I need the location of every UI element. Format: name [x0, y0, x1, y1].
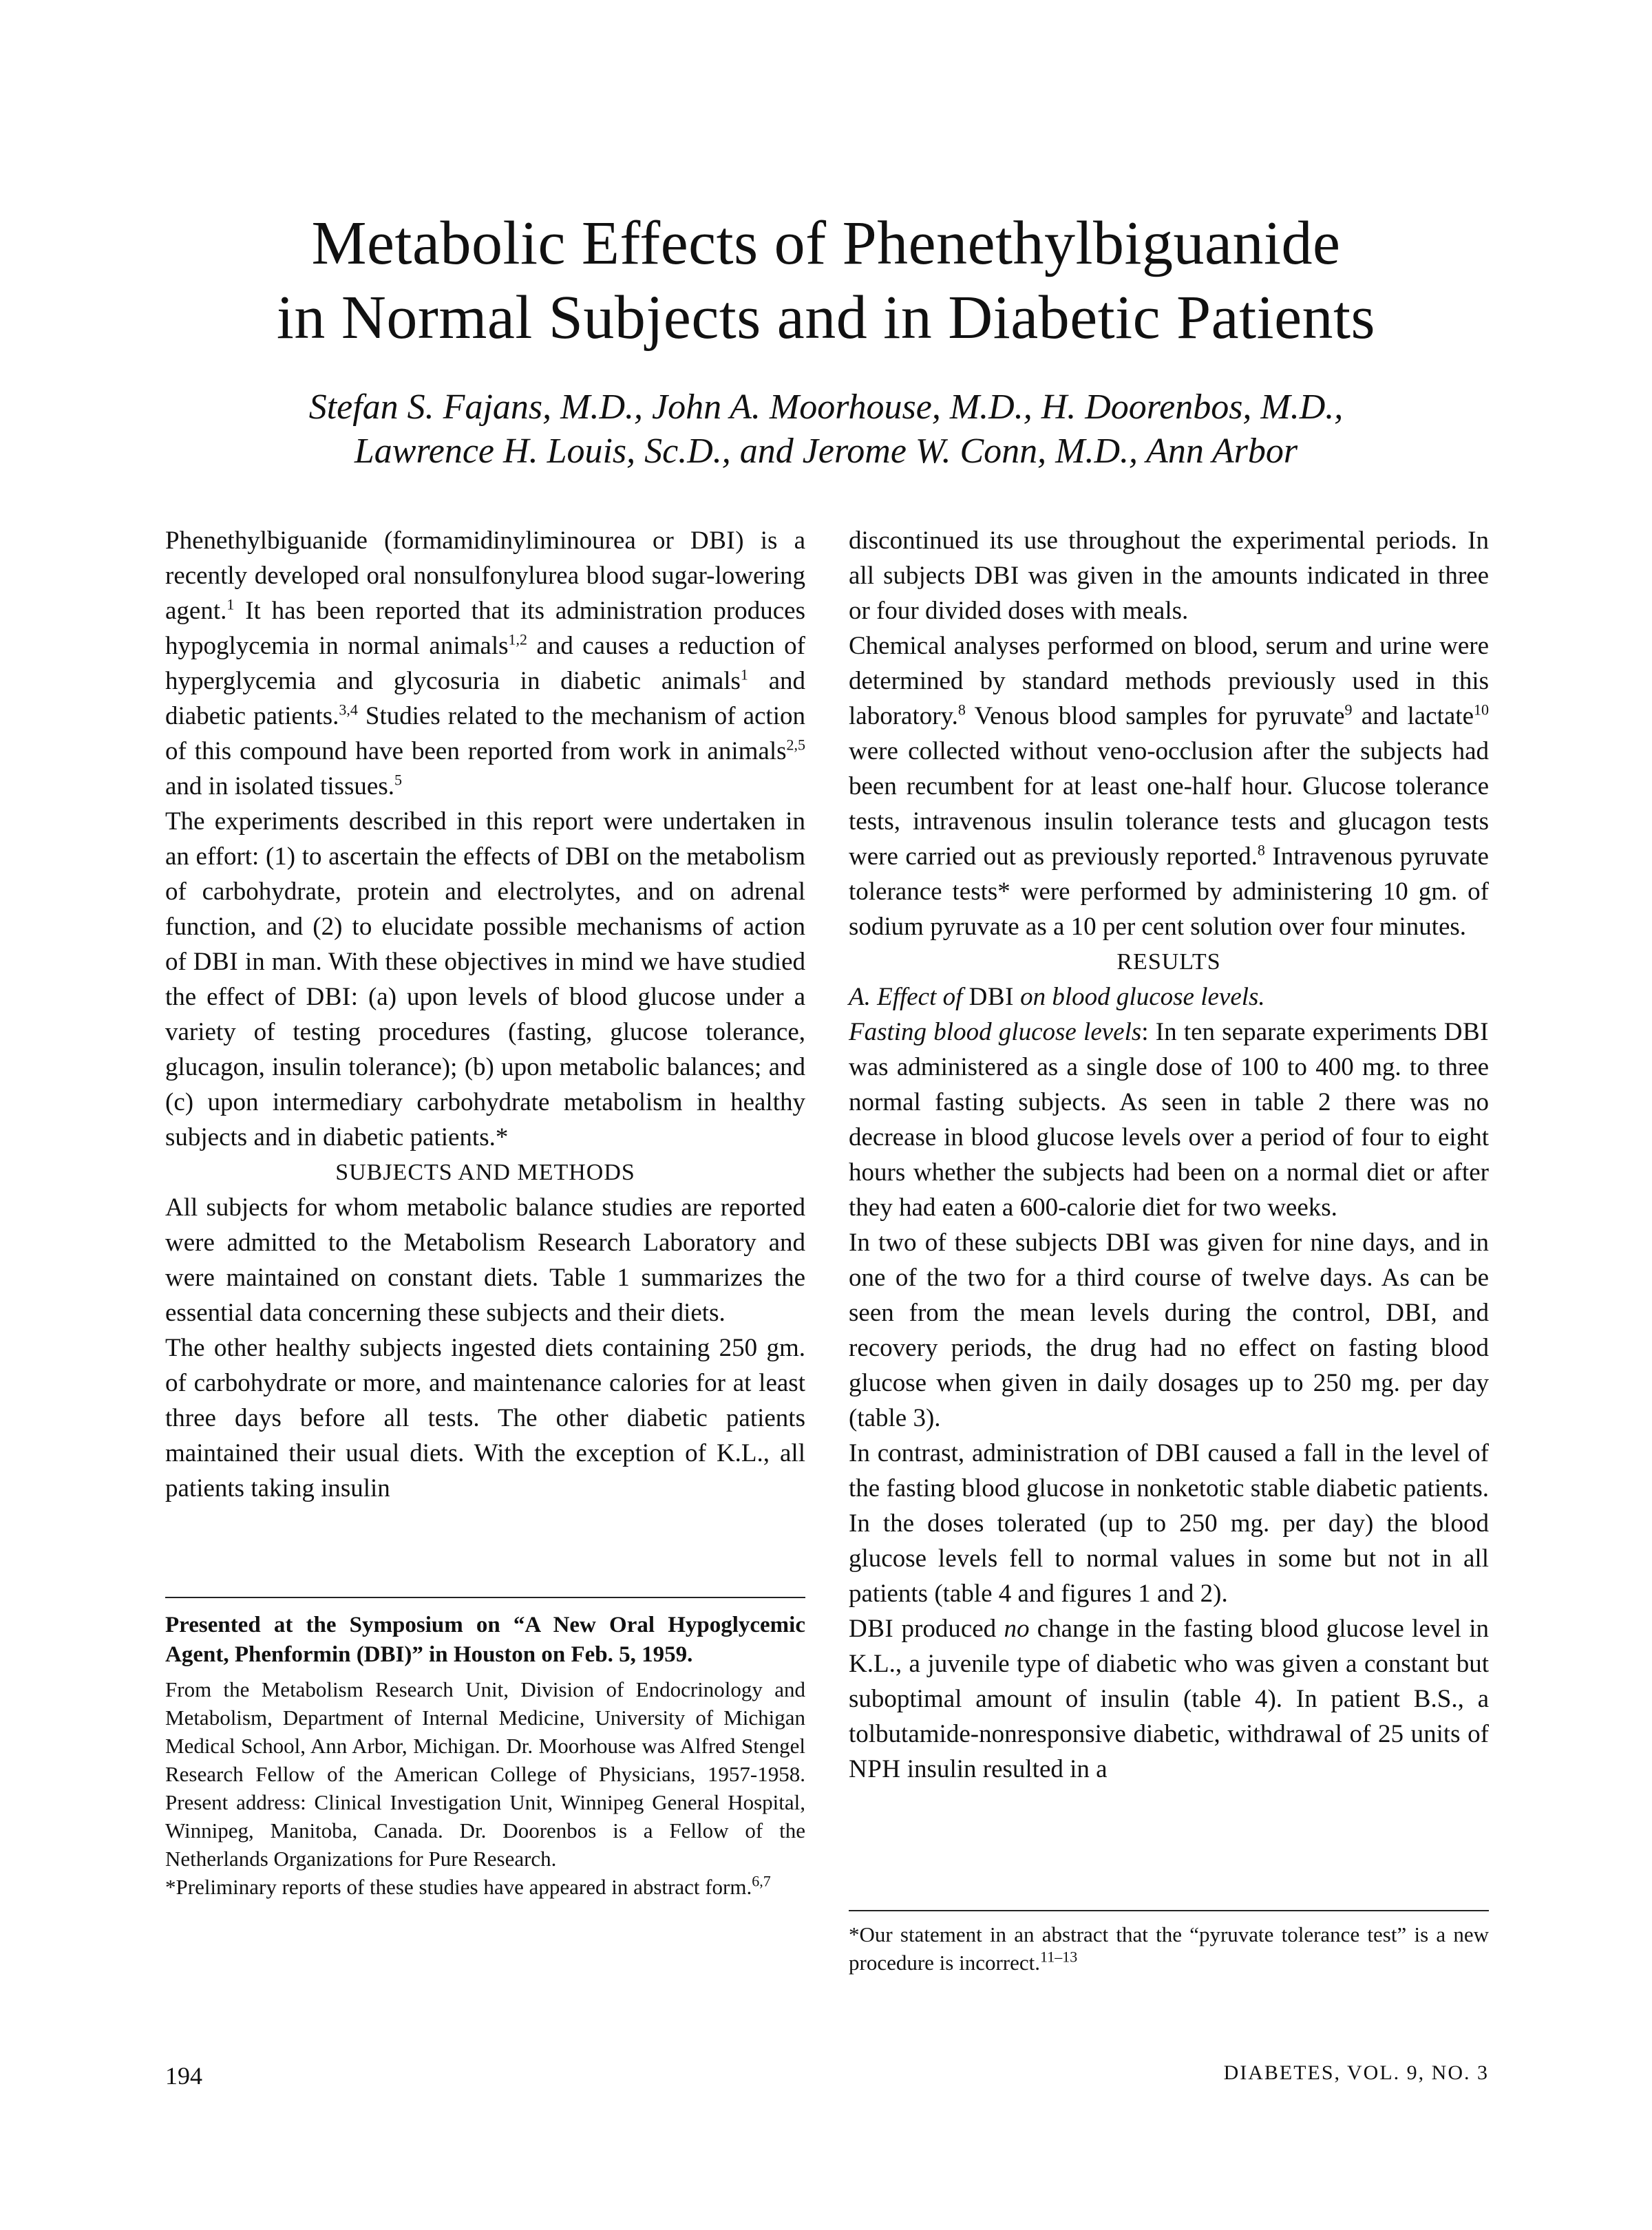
section-heading-methods: SUBJECTS AND METHODS	[335, 1160, 635, 1185]
paragraph-insulin-discontinued: discontinued its use throughout the experimental periods. In all subjects DBI was given in the amounts indicated in three or four divided doses with meals.	[849, 527, 1489, 625]
paragraph-nine-days: In two of these subjects DBI was given for nine days, and in one of the two for a third course of twelve days. As can be seen from the mean levels during the control, DBI, and recovery periods, the drug had no effect on fasting blood glucose when given in daily dosages up to 250 mg. per day (table 3).	[849, 1229, 1489, 1432]
paragraph-chemical-analyses: Chemical analyses performed on blood, serum and urine were determined by standard methods previously used in this laboratory.$^8$ Venous blood samples for pyruvate$^9$ and lactate$^{10}$ were collected without veno-occlusion after the subjects had been recumbent for at least one-half hour. Glucose tolerance tests, intravenous insulin tolerance tests and glucagon tests were carried out as previously reported.$^8$ Intravenous pyruvate tolerance tests* were performed by administering 10 gm. of sodium pyruvate as a 10 per cent solution over four minutes.	[849, 632, 1490, 941]
reference-mark: 5	[394, 771, 402, 789]
reference-mark: 1,2	[508, 630, 527, 648]
author-byline	[138, 385, 1514, 474]
paragraph-diets: The other healthy subjects ingested diets containing 250 gm. of carbohydrate or more, and maintenance calories for at least three days before all tests. The other diabetic patients maintained their usual diets. With the exception of K.L., all patients taking insulin	[165, 1334, 805, 1502]
paragraph-diabetic-contrast: In contrast, administration of DBI caused a fall in the level of the fasting blood glucose in nonketotic stable diabetic patients. In the doses tolerated (up to 250 mg. per day) the blood glucose levels fell to normal values in some but not in all patients (table 4 and figures 1 and 2).	[849, 1439, 1489, 1608]
abbr-dbi: DBI	[690, 527, 736, 555]
left-column	[165, 523, 805, 1506]
abbr-dbi: DBI	[974, 562, 1019, 590]
paragraph-fasting-levels: Fasting blood glucose levels: In ten separate experiments DBI was administered as a single dose of 100 to 400 mg. to three normal fasting subjects. As seen in table 2 there was no decrease in blood glucose levels over a period of four to eight hours whether the subjects had been on a normal diet or after they had eaten a 600-calorie diet for two weeks.	[849, 1018, 1489, 1222]
abbr-dbi: DBI	[306, 983, 351, 1011]
reference-mark: 9	[1344, 701, 1353, 719]
section-heading-results: RESULTS	[1116, 949, 1221, 975]
authors-line-1: Stefan S. Fajans, M.D., John A. Moorhouse, M.D., H. Doorenbos, M.D.,	[308, 387, 1344, 427]
reference-mark: 2,5	[786, 736, 805, 754]
footnotes-left	[165, 1611, 805, 1901]
abbr-dbi: DBI	[968, 983, 1014, 1011]
page-number: 194	[165, 2062, 202, 2090]
paragraph-no-change: DBI produced no change in the fasting blood glucose level in K.L., a juvenile type of diabetic who was given a constant but suboptimal amount of insulin (table 4). In patient B.S., a tolbutamide-nonresponsive diabetic, withdrawal of 25 units of NPH insulin resulted in a	[849, 1615, 1489, 1783]
abbr-dbi: DBI	[1386, 1299, 1431, 1327]
title-line-2: in Normal Subjects and in Diabetic Patients	[276, 284, 1376, 352]
preliminary-note: *Preliminary reports of these studies have appeared in abstract form.$^{6,7}$	[165, 1872, 771, 1899]
reference-mark: 3,4	[339, 701, 358, 719]
run-in-heading: Fasting blood glucose levels	[849, 1018, 1142, 1046]
article-title	[138, 206, 1514, 355]
reference-mark: 1	[226, 595, 235, 613]
paragraph-objectives: The experiments described in this report were undertaken in an effort: (1) to ascertain the effects of DBI on the metabolism of carbohydrate, protein and electrolytes, and on adrenal function, and (2) to elucidate possible mechanisms of action of DBI in man. With these objectives in mind we have studied the effect of DBI: (a) upon levels of blood glucose under a variety of testing procedures (fasting, glucose tolerance, glucagon, insulin tolerance); (b) upon metabolic balances; and (c) upon intermediary carbohydrate metabolism in healthy subjects and in diabetic patients.*	[165, 807, 805, 1151]
paragraph-subjects: All subjects for whom metabolic balance studies are reported were admitted to the Metabolism Research Laboratory and were maintained on constant diets. Table 1 summarizes the essential data concerning these subjects and their diets.	[165, 1193, 805, 1327]
running-head: DIABETES, VOL. 9, NO. 3	[1223, 2061, 1489, 2084]
abbr-nph: NPH	[849, 1755, 901, 1783]
authors-line-2: Lawrence H. Louis, Sc.D., and Jerome W. Conn, M.D., Ann Arbor	[354, 432, 1298, 471]
reference-mark: 11–13	[1040, 1948, 1078, 1966]
presentation-note: Presented at the Symposium on “A New Oral Hypoglycemic Agent, Phenformin (DBI)” in Houston on Feb. 5, 1959.	[165, 1613, 805, 1667]
subsection-heading-a: A. Effect of DBI on blood glucose levels.	[849, 983, 1265, 1011]
footnote-rule-right	[849, 1910, 1489, 1911]
affiliation-note: From the Metabolism Research Unit, Division of Endocrinology and Metabolism, Department of Internal Medicine, University of Michigan Medical School, Ann Arbor, Michigan. Dr. Moorhouse was Alfred Stengel Research Fellow of the American College of Physicians, 1957-1958. Present address: Clinical Investigation Unit, Winnipeg General Hospital, Winnipeg, Manitoba, Canada. Dr. Doorenbos is a Fellow of the Netherlands Organizations for Pure Research.	[165, 1677, 805, 1871]
reference-mark: 10	[1474, 701, 1490, 719]
paragraph-intro: Phenethylbiguanide (formamidinyliminourea or DBI) is a recently developed oral nonsulfonylurea blood sugar-lowering agent.$^1$ It has been reported that its administration produces hypoglycemia in normal animals$^{1,2}$ and causes a reduction of hyperglycemia and glycosuria in diabetic animals$^1$ and diabetic patients.$^{3,4}$ Studies related to the mechanism of action of this compound have been reported from work in animals$^{2,5}$ and in isolated tissues.$^5$	[165, 527, 805, 800]
footnote-pyruvate: *Our statement in an abstract that the “pyruvate tolerance test” is a new procedure is incorrect.$^{11-13}$	[849, 1922, 1489, 1975]
abbr-dbi: DBI	[849, 1615, 894, 1643]
title-line-1: Metabolic Effects of Phenethylbiguanide	[311, 209, 1341, 277]
right-column	[849, 523, 1489, 1787]
reference-mark: 6,7	[752, 1872, 771, 1890]
reference-mark: 1	[740, 666, 748, 683]
reference-mark: 8	[1257, 841, 1265, 859]
abbr-dbi: DBI	[565, 842, 611, 871]
footnote-rule	[165, 1597, 805, 1598]
abbr-dbi: DBI	[193, 948, 239, 976]
abbr-dbi: DBI	[1443, 1018, 1489, 1046]
abbr-dbi: DBI	[1105, 1229, 1151, 1257]
abbr-dbi: DBI	[1155, 1439, 1200, 1467]
reference-mark: 8	[957, 701, 966, 719]
